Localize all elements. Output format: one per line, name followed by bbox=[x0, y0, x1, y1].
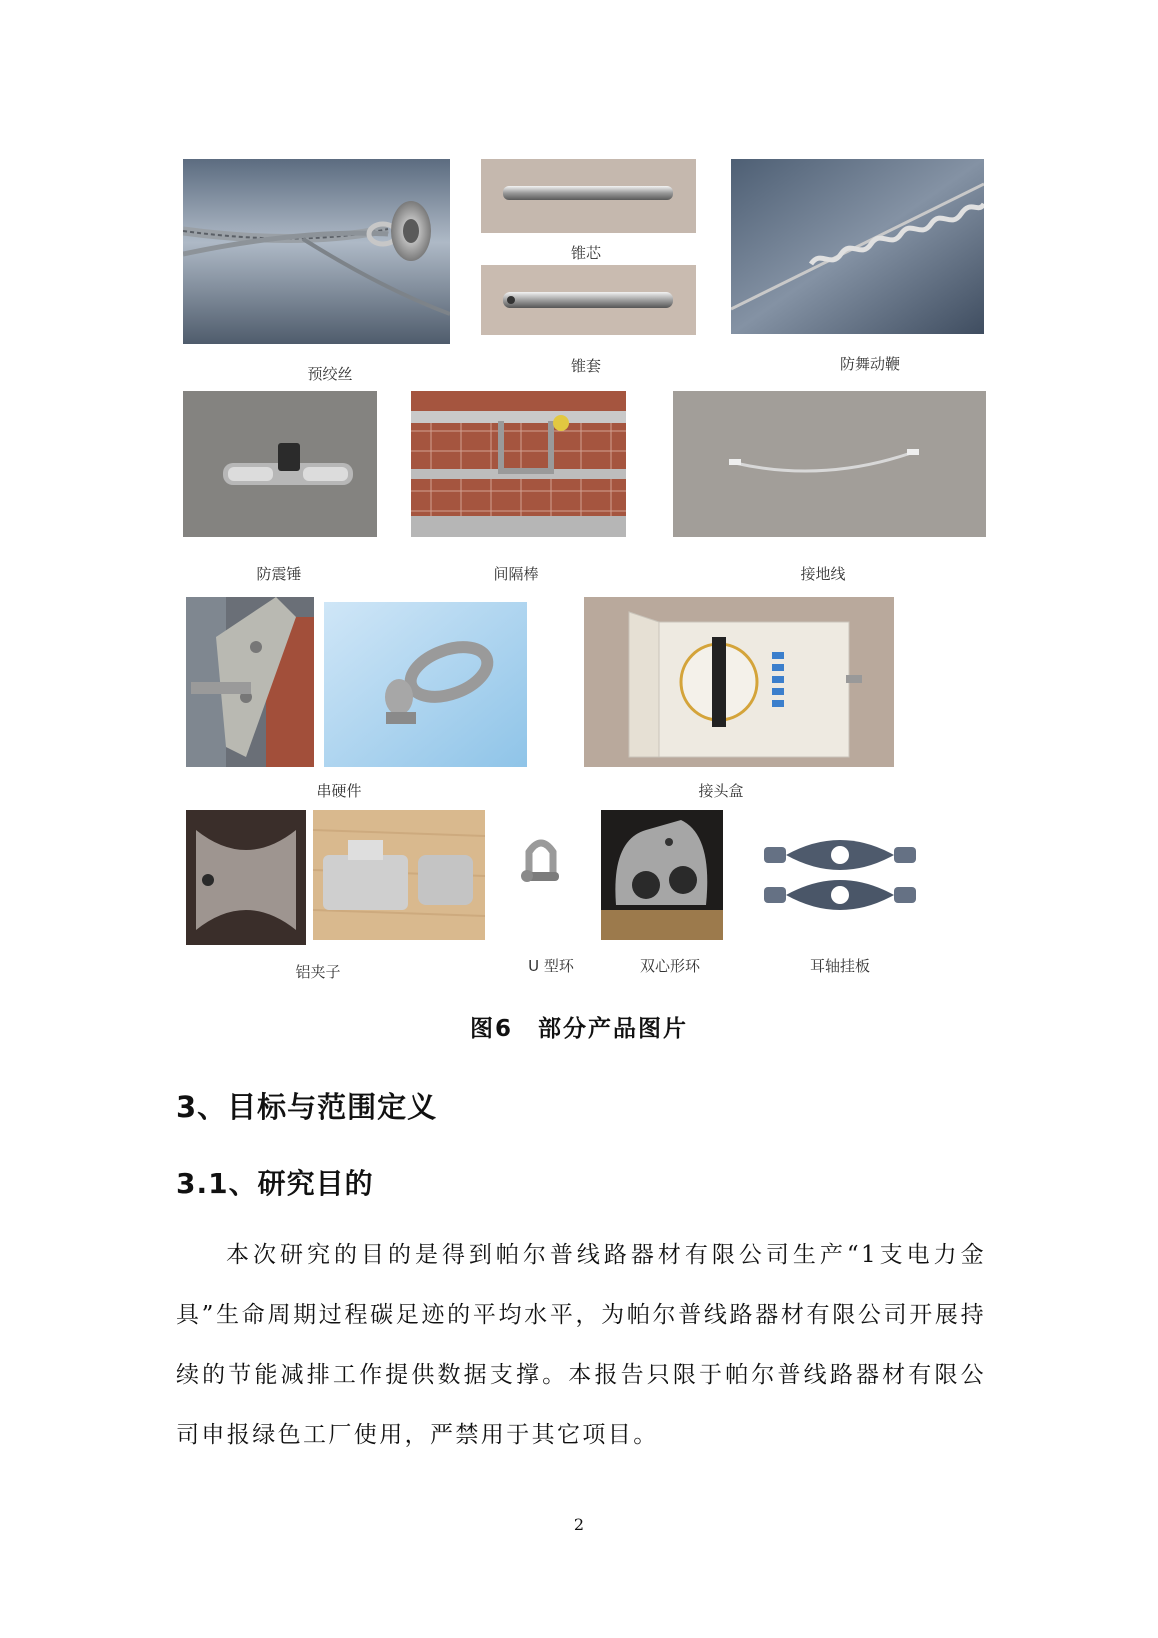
spacer-bar-caption: 间隔棒 bbox=[493, 565, 539, 583]
trunnion-plate-photo bbox=[756, 825, 924, 930]
aluminum-clamp-caption: 铝夹子 bbox=[295, 963, 341, 981]
cone-sleeve-photo bbox=[481, 265, 696, 335]
string-hardware-caption: 串硬件 bbox=[316, 782, 362, 800]
preformed-wire-photo bbox=[183, 159, 450, 344]
page-number: 2 bbox=[573, 1515, 585, 1534]
aluminum-clamp-photo-1 bbox=[186, 810, 306, 945]
u-ring-caption: U 型环 bbox=[528, 957, 574, 975]
preformed-wire-caption: 预绞丝 bbox=[307, 365, 353, 383]
splice-box-photo bbox=[584, 597, 894, 767]
cone-core-photo bbox=[481, 159, 696, 233]
ground-wire-caption: 接地线 bbox=[800, 565, 846, 583]
anti-galloping-whip-photo bbox=[731, 159, 984, 334]
anti-galloping-whip-caption: 防舞动鞭 bbox=[839, 355, 901, 373]
figure-title: 图6 部分产品图片 bbox=[469, 1016, 688, 1042]
damper-photo bbox=[183, 391, 377, 537]
double-heart-ring-photo bbox=[601, 810, 723, 940]
subsection-heading: 3.1、研究目的 bbox=[176, 1167, 374, 1200]
cone-core-caption: 锥芯 bbox=[570, 244, 602, 262]
trunnion-plate-caption: 耳轴挂板 bbox=[809, 957, 871, 975]
cone-sleeve-caption: 锥套 bbox=[570, 357, 602, 375]
double-heart-ring-caption: 双心形环 bbox=[639, 957, 701, 975]
string-hardware-photo-1 bbox=[186, 597, 314, 767]
spacer-bar-photo bbox=[411, 391, 626, 537]
body-paragraph: 本次研究的目的是得到帕尔普线路器材有限公司生产“1支电力金具”生命周期过程碳足迹的平均水平，为帕尔普线路器材有限公司开展持续的节能减排工作提供数据支撑。本报告只限于帕尔普线路器材有限公司申报绿色工厂使用，严禁用于其它项目。 bbox=[176, 1242, 986, 1448]
damper-caption: 防震锤 bbox=[256, 565, 302, 583]
ground-wire-photo bbox=[673, 391, 986, 537]
section-heading: 3、目标与范围定义 bbox=[176, 1090, 438, 1124]
splice-box-caption: 接头盒 bbox=[698, 782, 744, 800]
u-ring-photo bbox=[515, 830, 567, 902]
aluminum-clamp-photo-2 bbox=[313, 810, 485, 940]
string-hardware-photo-2 bbox=[324, 602, 527, 767]
